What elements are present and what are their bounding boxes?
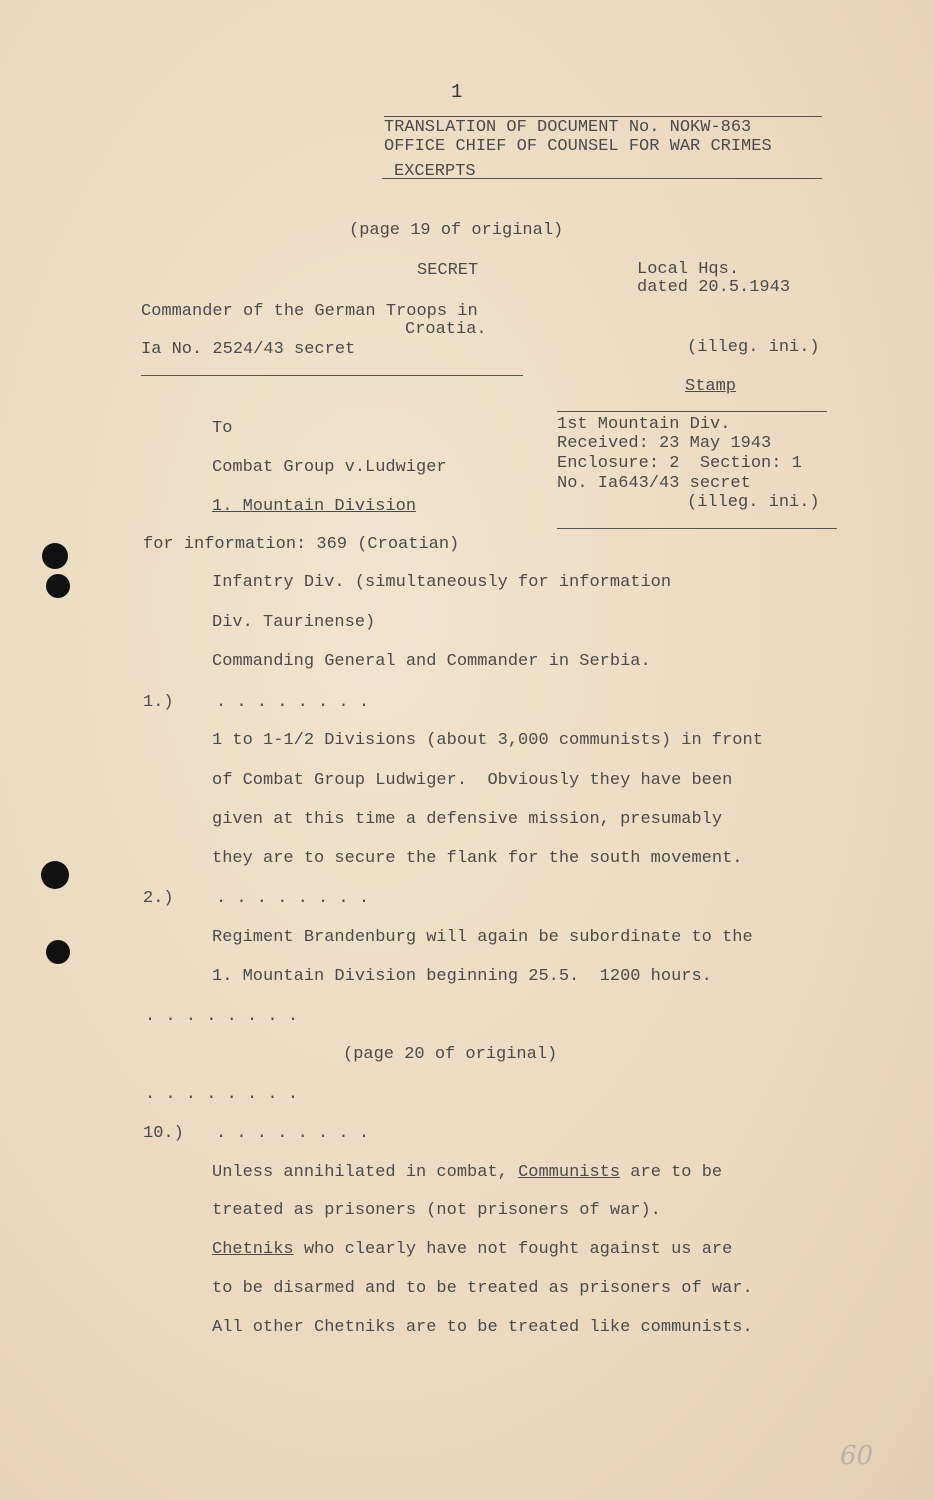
- info-line-1: for information: 369 (Croatian): [143, 535, 460, 554]
- header-line-1: TRANSLATION OF DOCUMENT No. NOKW-863: [384, 118, 752, 137]
- initials-1: (illeg. ini.): [687, 338, 820, 357]
- header-line-3: EXCERPTS: [394, 162, 476, 181]
- stamp-line-4: No. Ia643/43 secret: [557, 474, 751, 493]
- header-rule-bottom: [382, 178, 822, 179]
- paragraph-10-line-4: to be disarmed and to be treated as prisoners of war.: [212, 1279, 753, 1298]
- ellipsis-dots: . . . . . . . .: [216, 693, 370, 712]
- location-date: dated 20.5.1943: [637, 278, 791, 297]
- addressee-to: To: [212, 419, 233, 438]
- paragraph-1-line-3: given at this time a defensive mission, presumably: [212, 810, 723, 829]
- stamp-label: Stamp: [685, 377, 737, 396]
- sender-reference: Ia No. 2524/43 secret: [141, 340, 356, 359]
- sender-line-2: Croatia.: [405, 320, 487, 339]
- stamp-line-3: Enclosure: 2 Section: 1: [557, 454, 802, 473]
- stamp-line-5: (illeg. ini.): [687, 493, 820, 512]
- item-number-2: 2.): [143, 889, 174, 908]
- info-line-2: Infantry Div. (simultaneously for information: [212, 573, 672, 592]
- ellipsis-dots: . . . . . . . .: [145, 1085, 299, 1104]
- item-number-1: 1.): [143, 693, 174, 712]
- addressee-1: Combat Group v.Ludwiger: [212, 458, 447, 477]
- paragraph-2-line-1: Regiment Brandenburg will again be subordinate to the: [212, 928, 753, 947]
- ellipsis-dots: . . . . . . . .: [216, 1124, 370, 1143]
- sender-line-1: Commander of the German Troops in: [141, 302, 478, 321]
- stamp-rule-top: [557, 411, 827, 412]
- ellipsis-dots: . . . . . . . .: [145, 1007, 299, 1026]
- paragraph-1-line-2: of Combat Group Ludwiger. Obviously they have been: [212, 771, 733, 790]
- handwritten-page-number: 60: [840, 1441, 874, 1471]
- communists-term: Communists: [518, 1163, 621, 1182]
- page-reference-20: (page 20 of original): [343, 1045, 558, 1064]
- punch-hole: [41, 861, 69, 889]
- chetniks-term: Chetniks: [212, 1240, 294, 1259]
- item-number-10: 10.): [143, 1124, 184, 1143]
- info-line-4: Commanding General and Commander in Serbia.: [212, 652, 651, 671]
- paragraph-10-line-1: [212, 1163, 722, 1183]
- paragraph-10-line-3-part-b: who clearly have not fought against us are: [293, 1240, 733, 1259]
- stamp-line-1: 1st Mountain Div.: [557, 415, 731, 434]
- paragraph-10-line-1-part-a: Unless annihilated in combat,: [212, 1163, 519, 1182]
- paragraph-1-line-1: 1 to 1-1/2 Divisions (about 3,000 communists) in front: [212, 731, 763, 750]
- stamp-line-2: Received: 23 May 1943: [557, 434, 772, 453]
- stamp-rule-bottom: [557, 528, 837, 529]
- paragraph-10-line-2: treated as prisoners (not prisoners of war).: [212, 1201, 661, 1220]
- punch-hole: [46, 940, 70, 964]
- punch-hole: [46, 574, 70, 598]
- classification: SECRET: [417, 261, 479, 280]
- page-reference-19: (page 19 of original): [349, 221, 564, 240]
- header-line-2: OFFICE CHIEF OF COUNSEL FOR WAR CRIMES: [384, 137, 772, 156]
- paragraph-1-line-4: they are to secure the flank for the south movement.: [212, 849, 743, 868]
- ellipsis-dots: . . . . . . . .: [216, 889, 370, 908]
- paragraph-10-line-1-part-c: are to be: [620, 1163, 723, 1182]
- paragraph-10-line-5: All other Chetniks are to be treated like communists.: [212, 1318, 753, 1337]
- addressee-2: 1. Mountain Division: [212, 497, 417, 516]
- location-line-1: Local Hqs.: [637, 260, 740, 279]
- punch-hole: [42, 543, 68, 569]
- page-number: 1: [451, 81, 463, 103]
- header-rule-top: [384, 116, 822, 117]
- sender-rule: [141, 375, 523, 376]
- paragraph-10-line-3: [212, 1240, 732, 1260]
- paragraph-2-line-2: 1. Mountain Division beginning 25.5. 1200 hours.: [212, 967, 712, 986]
- info-line-3: Div. Taurinense): [212, 613, 376, 632]
